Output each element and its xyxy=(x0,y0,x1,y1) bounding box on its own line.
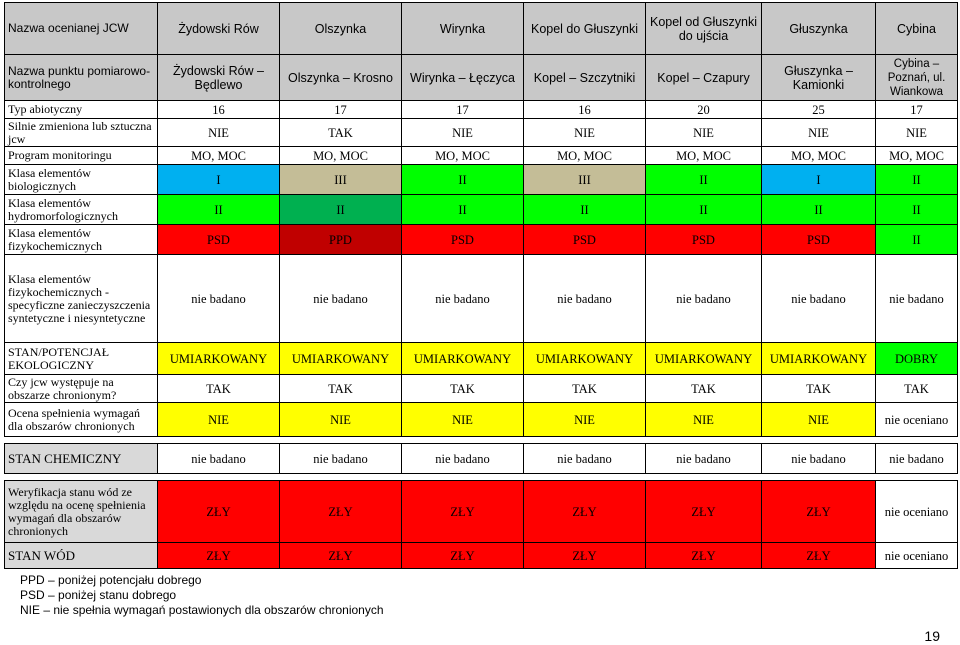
table-row xyxy=(5,444,958,474)
cell-value: PSD xyxy=(524,225,646,255)
cell-value: nie badano xyxy=(762,444,876,474)
cell-value: TAK xyxy=(646,375,762,403)
cell-value: NIE xyxy=(280,403,402,437)
cell-value: 16 xyxy=(524,101,646,119)
cell-value: nie badano xyxy=(524,255,646,343)
row-label: Ocena spełnienia wymagań dla obszarów chronionych xyxy=(5,403,158,437)
cell-value: NIE xyxy=(158,403,280,437)
legend-item: NIE – nie spełnia wymagań postawionych dla obszarów chronionych xyxy=(20,603,384,617)
table-row xyxy=(5,403,958,437)
cell-value: UMIARKOWANY xyxy=(402,343,524,375)
table-row xyxy=(5,375,958,403)
column-name: Kopel od Głuszynki do ujścia xyxy=(646,3,762,55)
cell-value: MO, MOC xyxy=(762,147,876,165)
cell-value: PSD xyxy=(762,225,876,255)
cell-value: DOBRY xyxy=(876,343,958,375)
cell-value: II xyxy=(876,195,958,225)
column-name: Cybina xyxy=(876,3,958,55)
cell-value: NIE xyxy=(762,403,876,437)
cell-value: MO, MOC xyxy=(876,147,958,165)
table-row xyxy=(5,225,958,255)
assessment-table xyxy=(4,2,958,569)
cell-value: ZŁY xyxy=(280,543,402,569)
cell-value: 20 xyxy=(646,101,762,119)
row-label: STAN WÓD xyxy=(5,543,158,569)
cell-value: III xyxy=(280,165,402,195)
legend xyxy=(20,573,384,618)
cell-value: 17 xyxy=(402,101,524,119)
cell-value: NIE xyxy=(158,119,280,147)
cell-value: ZŁY xyxy=(524,543,646,569)
cell-value: TAK xyxy=(280,119,402,147)
cell-value: II xyxy=(280,195,402,225)
cell-value: NIE xyxy=(762,119,876,147)
cell-value: PSD xyxy=(646,225,762,255)
point-name: Kopel – Szczytniki xyxy=(524,55,646,101)
cell-value: ZŁY xyxy=(646,543,762,569)
cell-value: ZŁY xyxy=(158,543,280,569)
cell-value: MO, MOC xyxy=(158,147,280,165)
cell-value: NIE xyxy=(646,119,762,147)
cell-value: TAK xyxy=(280,375,402,403)
cell-value: II xyxy=(762,195,876,225)
cell-value: II xyxy=(524,195,646,225)
cell-value: PSD xyxy=(402,225,524,255)
column-name: Głuszynka xyxy=(762,3,876,55)
legend-item: PPD – poniżej potencjału dobrego xyxy=(20,573,202,587)
cell-value: NIE xyxy=(524,403,646,437)
table-row xyxy=(5,165,958,195)
cell-value: ZŁY xyxy=(280,481,402,543)
header-label: Nazwa ocenianej JCW xyxy=(5,3,158,55)
cell-value: II xyxy=(876,165,958,195)
cell-value: TAK xyxy=(158,375,280,403)
cell-value: PPD xyxy=(280,225,402,255)
cell-value: MO, MOC xyxy=(524,147,646,165)
cell-value: ZŁY xyxy=(762,481,876,543)
column-name: Wirynka xyxy=(402,3,524,55)
cell-value: 25 xyxy=(762,101,876,119)
cell-value: nie oceniano xyxy=(876,403,958,437)
row-label: Weryfikacja stanu wód ze względu na ocenę spełnienia wymagań dla obszarów chronionych xyxy=(5,481,158,543)
cell-value: I xyxy=(762,165,876,195)
row-label: Klasa elementów fizykochemicznych xyxy=(5,225,158,255)
cell-value: PSD xyxy=(158,225,280,255)
cell-value: 16 xyxy=(158,101,280,119)
table-row xyxy=(5,481,958,543)
cell-value: nie badano xyxy=(402,255,524,343)
cell-value: nie oceniano xyxy=(876,543,958,569)
cell-value: MO, MOC xyxy=(280,147,402,165)
cell-value: I xyxy=(158,165,280,195)
point-row xyxy=(5,55,958,101)
table-row xyxy=(5,255,958,343)
table-row xyxy=(5,543,958,569)
table-row xyxy=(5,101,958,119)
row-label: STAN CHEMICZNY xyxy=(5,444,158,474)
row-label: Klasa elementów fizykochemicznych - specyficzne zanieczyszczenia syntetyczne i niesyntetyczne xyxy=(5,255,158,343)
cell-value: UMIARKOWANY xyxy=(158,343,280,375)
cell-value: nie oceniano xyxy=(876,481,958,543)
cell-value: NIE xyxy=(402,403,524,437)
cell-value: II xyxy=(646,165,762,195)
column-name: Kopel do Głuszynki xyxy=(524,3,646,55)
cell-value: II xyxy=(158,195,280,225)
cell-value: nie badano xyxy=(876,444,958,474)
cell-value: nie badano xyxy=(876,255,958,343)
point-name: Cybina – Poznań, ul. Wiankowa xyxy=(876,55,958,101)
row-label: Klasa elementów hydromorfologicznych xyxy=(5,195,158,225)
cell-value: nie badano xyxy=(158,444,280,474)
header-row xyxy=(5,3,958,55)
cell-value: NIE xyxy=(876,119,958,147)
page-number: 19 xyxy=(924,628,940,644)
point-name: Kopel – Czapury xyxy=(646,55,762,101)
cell-value: ZŁY xyxy=(402,481,524,543)
cell-value: MO, MOC xyxy=(646,147,762,165)
cell-value: NIE xyxy=(524,119,646,147)
table-row xyxy=(5,119,958,147)
cell-value: 17 xyxy=(876,101,958,119)
row-label: STAN/POTENCJAŁ EKOLOGICZNY xyxy=(5,343,158,375)
cell-value: NIE xyxy=(402,119,524,147)
row-label: Program monitoringu xyxy=(5,147,158,165)
cell-value: TAK xyxy=(876,375,958,403)
column-name: Olszynka xyxy=(280,3,402,55)
row-spacer xyxy=(5,437,958,444)
row-label: Klasa elementów biologicznych xyxy=(5,165,158,195)
cell-value: TAK xyxy=(402,375,524,403)
cell-value: TAK xyxy=(524,375,646,403)
point-row-label: Nazwa punktu pomiarowo-kontrolnego xyxy=(5,55,158,101)
cell-value: ZŁY xyxy=(762,543,876,569)
cell-value: MO, MOC xyxy=(402,147,524,165)
row-spacer xyxy=(5,474,958,481)
row-label: Typ abiotyczny xyxy=(5,101,158,119)
cell-value: ZŁY xyxy=(524,481,646,543)
row-label: Czy jcw występuje na obszarze chronionym? xyxy=(5,375,158,403)
cell-value: nie badano xyxy=(524,444,646,474)
table-row xyxy=(5,343,958,375)
cell-value: III xyxy=(524,165,646,195)
cell-value: II xyxy=(402,195,524,225)
cell-value: nie badano xyxy=(158,255,280,343)
cell-value: nie badano xyxy=(646,444,762,474)
point-name: Wirynka – Łęczyca xyxy=(402,55,524,101)
cell-value: ZŁY xyxy=(646,481,762,543)
row-label: Silnie zmieniona lub sztuczna jcw xyxy=(5,119,158,147)
point-name: Olszynka – Krosno xyxy=(280,55,402,101)
table-row xyxy=(5,147,958,165)
column-name: Żydowski Rów xyxy=(158,3,280,55)
cell-value: II xyxy=(402,165,524,195)
cell-value: UMIARKOWANY xyxy=(762,343,876,375)
cell-value: 17 xyxy=(280,101,402,119)
cell-value: nie badano xyxy=(280,255,402,343)
table-row xyxy=(5,195,958,225)
cell-value: II xyxy=(876,225,958,255)
cell-value: nie badano xyxy=(762,255,876,343)
cell-value: ZŁY xyxy=(402,543,524,569)
cell-value: UMIARKOWANY xyxy=(524,343,646,375)
cell-value: nie badano xyxy=(402,444,524,474)
point-name: Głuszynka – Kamionki xyxy=(762,55,876,101)
point-name: Żydowski Rów – Będlewo xyxy=(158,55,280,101)
cell-value: ZŁY xyxy=(158,481,280,543)
cell-value: TAK xyxy=(762,375,876,403)
cell-value: nie badano xyxy=(280,444,402,474)
cell-value: II xyxy=(646,195,762,225)
cell-value: UMIARKOWANY xyxy=(646,343,762,375)
legend-item: PSD – poniżej stanu dobrego xyxy=(20,588,177,602)
cell-value: NIE xyxy=(646,403,762,437)
cell-value: nie badano xyxy=(646,255,762,343)
cell-value: UMIARKOWANY xyxy=(280,343,402,375)
